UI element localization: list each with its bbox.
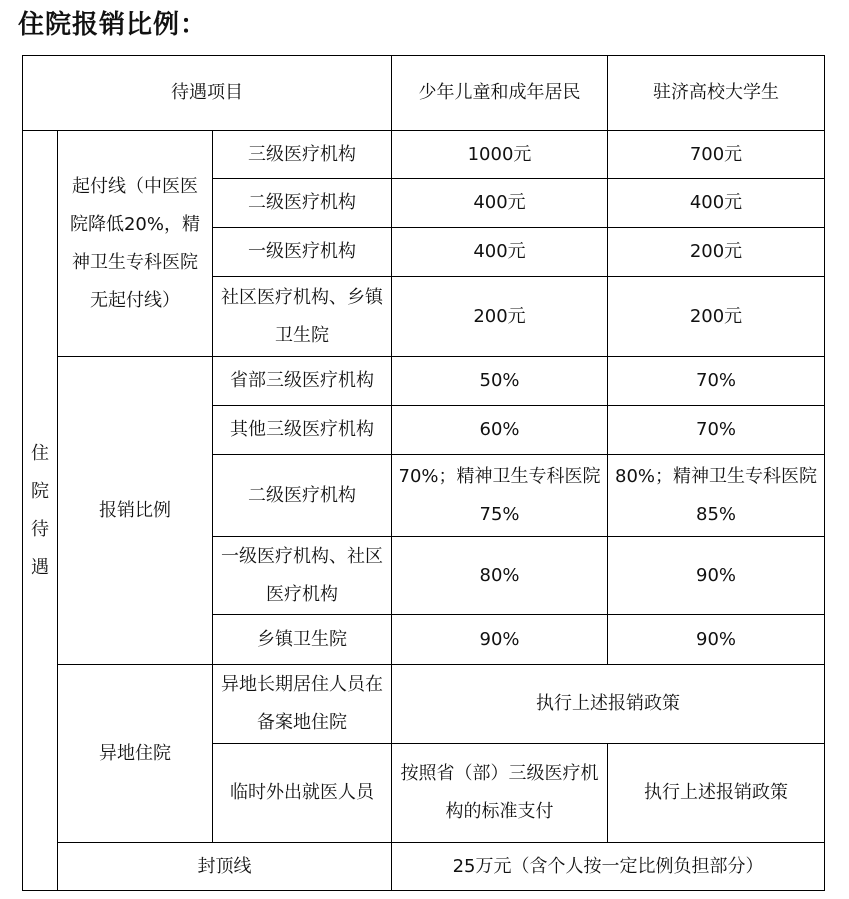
row-name: 一级医疗机构、社区医疗机构 xyxy=(213,537,392,615)
row-name: 其他三级医疗机构 xyxy=(213,406,392,455)
row-name: 一级医疗机构 xyxy=(213,228,392,277)
row-name: 二级医疗机构 xyxy=(213,179,392,228)
value-residents: 60% xyxy=(392,406,608,455)
table-row xyxy=(23,665,825,744)
value-residents: 90% xyxy=(392,615,608,665)
row-name: 临时外出就医人员 xyxy=(213,744,392,843)
reimbursement-table xyxy=(22,55,825,891)
header-item: 待遇项目 xyxy=(23,56,392,131)
row-name: 三级医疗机构 xyxy=(213,131,392,179)
cap-value: 25万元（含个人按一定比例负担部分） xyxy=(392,843,825,891)
table-row xyxy=(23,843,825,891)
offsite-label: 异地住院 xyxy=(58,665,213,843)
table-row xyxy=(23,131,825,179)
row-name: 异地长期居住人员在备案地住院 xyxy=(213,665,392,744)
value-students: 90% xyxy=(608,537,825,615)
value-students: 70% xyxy=(608,406,825,455)
value-residents: 80% xyxy=(392,537,608,615)
value-residents: 1000元 xyxy=(392,131,608,179)
value-students: 200元 xyxy=(608,228,825,277)
row-name: 社区医疗机构、乡镇卫生院 xyxy=(213,277,392,357)
row-name: 二级医疗机构 xyxy=(213,455,392,537)
value-residents: 200元 xyxy=(392,277,608,357)
value-students: 执行上述报销政策 xyxy=(608,744,825,843)
row-name: 乡镇卫生院 xyxy=(213,615,392,665)
value-residents: 50% xyxy=(392,357,608,406)
page-title: 住院报销比例： xyxy=(18,10,208,40)
value-residents: 70%；精神卫生专科医院75% xyxy=(392,455,608,537)
value-students: 400元 xyxy=(608,179,825,228)
cap-label: 封顶线 xyxy=(58,843,392,891)
side-label: 住院待遇 xyxy=(31,442,49,578)
value-students: 200元 xyxy=(608,277,825,357)
header-col-residents: 少年儿童和成年居民 xyxy=(392,56,608,131)
value-students: 700元 xyxy=(608,131,825,179)
row-name: 省部三级医疗机构 xyxy=(213,357,392,406)
value-residents: 400元 xyxy=(392,228,608,277)
value-students: 80%；精神卫生专科医院85% xyxy=(608,455,825,537)
value-residents: 400元 xyxy=(392,179,608,228)
reimbursement-label: 报销比例 xyxy=(58,357,213,665)
table-row xyxy=(23,357,825,406)
deductible-label: 起付线（中医医院降低20%，精神卫生专科医院无起付线） xyxy=(58,131,213,357)
value-residents: 按照省（部）三级医疗机构的标准支付 xyxy=(392,744,608,843)
value-both: 执行上述报销政策 xyxy=(392,665,825,744)
value-students: 70% xyxy=(608,357,825,406)
header-col-students: 驻济高校大学生 xyxy=(608,56,825,131)
value-students: 90% xyxy=(608,615,825,665)
side-label-cell xyxy=(23,131,58,891)
table-header-row xyxy=(23,56,825,131)
